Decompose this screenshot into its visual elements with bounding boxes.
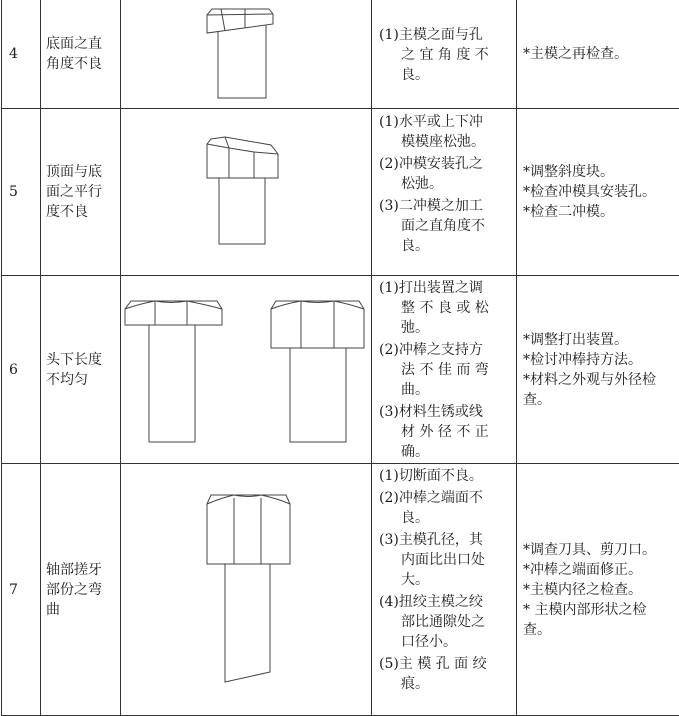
remedy-line: * 主模内部形状之检 <box>523 600 679 620</box>
cause-line: (1)主模之面与孔 <box>379 25 512 45</box>
remedy-line: *检查二冲模。 <box>523 202 679 222</box>
bolt-tilted-bottom-figure <box>121 0 371 107</box>
cause-line: 弛。 <box>379 318 512 338</box>
defect-line: 度不良 <box>46 202 118 222</box>
cause-line: (3)材料生锈或线 <box>379 402 512 422</box>
cause-line: (3)主模孔径，其 <box>379 530 512 550</box>
bolt-head <box>271 301 364 348</box>
cause-line: 法 不 佳 而 弯 <box>379 360 512 380</box>
cause-item <box>379 592 512 652</box>
defect-line: 顶面与底 <box>46 162 118 182</box>
cause-line: 良。 <box>379 508 512 528</box>
defect-line: 曲 <box>46 600 118 620</box>
cause-line: 整 不 良 或 松 <box>379 298 512 318</box>
bolt-head-facet <box>207 14 273 15</box>
cause-line: 口径小。 <box>379 632 512 652</box>
remedy-cell <box>517 276 679 464</box>
row-number: 4 <box>2 0 41 109</box>
cause-line: (1)水平或上下冲 <box>379 112 512 132</box>
defect-name <box>41 276 121 464</box>
table-row <box>2 464 679 716</box>
bolt-head-facet <box>229 148 254 152</box>
cause-item <box>379 488 512 528</box>
defect-line: 面之平行 <box>46 182 118 202</box>
remedy-cell <box>517 109 679 276</box>
figure-cell <box>121 276 372 464</box>
remedy-line: *调整打出装置。 <box>523 330 679 350</box>
bolt-shank <box>225 564 270 682</box>
remedy-cell <box>517 464 679 716</box>
cause-line: (2)冲棒之支持方 <box>379 340 512 360</box>
bolt-head-facet <box>221 9 225 31</box>
defect-line: 角度不良 <box>46 54 118 74</box>
bolt-head-facet <box>225 137 229 148</box>
defect-line: 部份之弯 <box>46 580 118 600</box>
cause-line: (4)扭绞主模之绞 <box>379 592 512 612</box>
defect-line: 不均匀 <box>46 370 118 390</box>
cause-line: 良。 <box>379 236 512 256</box>
table-row <box>2 0 679 109</box>
cause-item <box>379 278 512 338</box>
defect-name <box>41 109 121 276</box>
cause-cell <box>372 464 517 716</box>
bolt-head-facet <box>207 495 290 504</box>
cause-line: 部比通隙处之 <box>379 612 512 632</box>
bolt-shank <box>149 325 195 442</box>
cause-line: 内面比出口处 <box>379 550 512 570</box>
bolt-head-facet <box>207 144 229 148</box>
bolt-right <box>271 301 364 442</box>
cause-line: (1)打出装置之调 <box>379 278 512 298</box>
cause-line: 大。 <box>379 570 512 590</box>
remedy-line: 查。 <box>523 620 679 640</box>
row-number: 6 <box>2 276 41 464</box>
defect-line: 轴部搓牙 <box>46 560 118 580</box>
remedy-cell <box>517 0 679 109</box>
remedy-line: *检查冲模具安装孔。 <box>523 182 679 202</box>
defect-line: 头下长度 <box>46 350 118 370</box>
cause-item <box>379 402 512 462</box>
bolt-head <box>207 495 290 564</box>
figure-cell <box>121 464 372 716</box>
cause-line: (2)冲棒之端面不 <box>379 488 512 508</box>
cause-item <box>379 654 512 694</box>
cause-item <box>379 530 512 590</box>
cause-line: 材 外 径 不 正 <box>379 422 512 442</box>
row-number: 7 <box>2 464 41 716</box>
cause-item <box>379 340 512 400</box>
remedy-line: *冲棒之端面修正。 <box>523 560 679 580</box>
cause-line: 曲。 <box>379 380 512 400</box>
bolt-tilted-head-figure <box>121 109 371 274</box>
two-bolts-uneven-figure <box>121 276 371 462</box>
remedy-line: *主模之再检查。 <box>523 44 679 64</box>
table-row <box>2 276 679 464</box>
defect-name <box>41 0 121 109</box>
bolt-shank <box>218 25 266 98</box>
bolt-shank <box>290 348 346 442</box>
defect-name <box>41 464 121 716</box>
cause-line: (5)主 模 孔 面 绞 <box>379 654 512 674</box>
bolt-left <box>125 301 222 442</box>
cause-line: 松弛。 <box>379 174 512 194</box>
row-number: 5 <box>2 109 41 276</box>
defect-table <box>1 0 679 716</box>
remedy-line: *检讨冲棒持方法。 <box>523 350 679 370</box>
cause-cell <box>372 109 517 276</box>
cause-line: 之 宜 角 度 不 <box>379 45 512 65</box>
bolt-shank <box>219 178 265 244</box>
cause-item <box>379 154 512 194</box>
cause-item <box>379 25 512 85</box>
cause-line: 良。 <box>379 65 512 85</box>
cause-line: (1)切断面不良。 <box>379 466 512 486</box>
defect-line: 底面之直 <box>46 34 118 54</box>
bolt-head-facet <box>254 152 278 154</box>
cause-item <box>379 112 512 152</box>
cause-item <box>379 196 512 256</box>
bolt-head-facet <box>271 301 364 309</box>
cause-cell <box>372 0 517 109</box>
cause-line: 面之直角度不 <box>379 216 512 236</box>
cause-line: (2)冲模安装孔之 <box>379 154 512 174</box>
cause-line: 确。 <box>379 442 512 462</box>
bolt-head <box>207 137 278 178</box>
cause-line: (3)二冲模之加工 <box>379 196 512 216</box>
remedy-line: *材料之外观与外径检 <box>523 370 679 390</box>
remedy-line: 查。 <box>523 390 679 410</box>
bolt-head <box>207 9 273 33</box>
cause-item <box>379 466 512 486</box>
figure-cell <box>121 109 372 276</box>
remedy-line: *主模内径之检查。 <box>523 580 679 600</box>
table-row <box>2 109 679 276</box>
remedy-line: *调查刀具、剪刀口。 <box>523 540 679 560</box>
bolt-bent-shank-figure <box>121 464 371 714</box>
remedy-line: *调整斜度块。 <box>523 162 679 182</box>
cause-line: 痕。 <box>379 674 512 694</box>
cause-line: 模模座松弛。 <box>379 132 512 152</box>
bolt-head-facet <box>125 301 222 309</box>
cause-cell <box>372 276 517 464</box>
figure-cell <box>121 0 372 109</box>
